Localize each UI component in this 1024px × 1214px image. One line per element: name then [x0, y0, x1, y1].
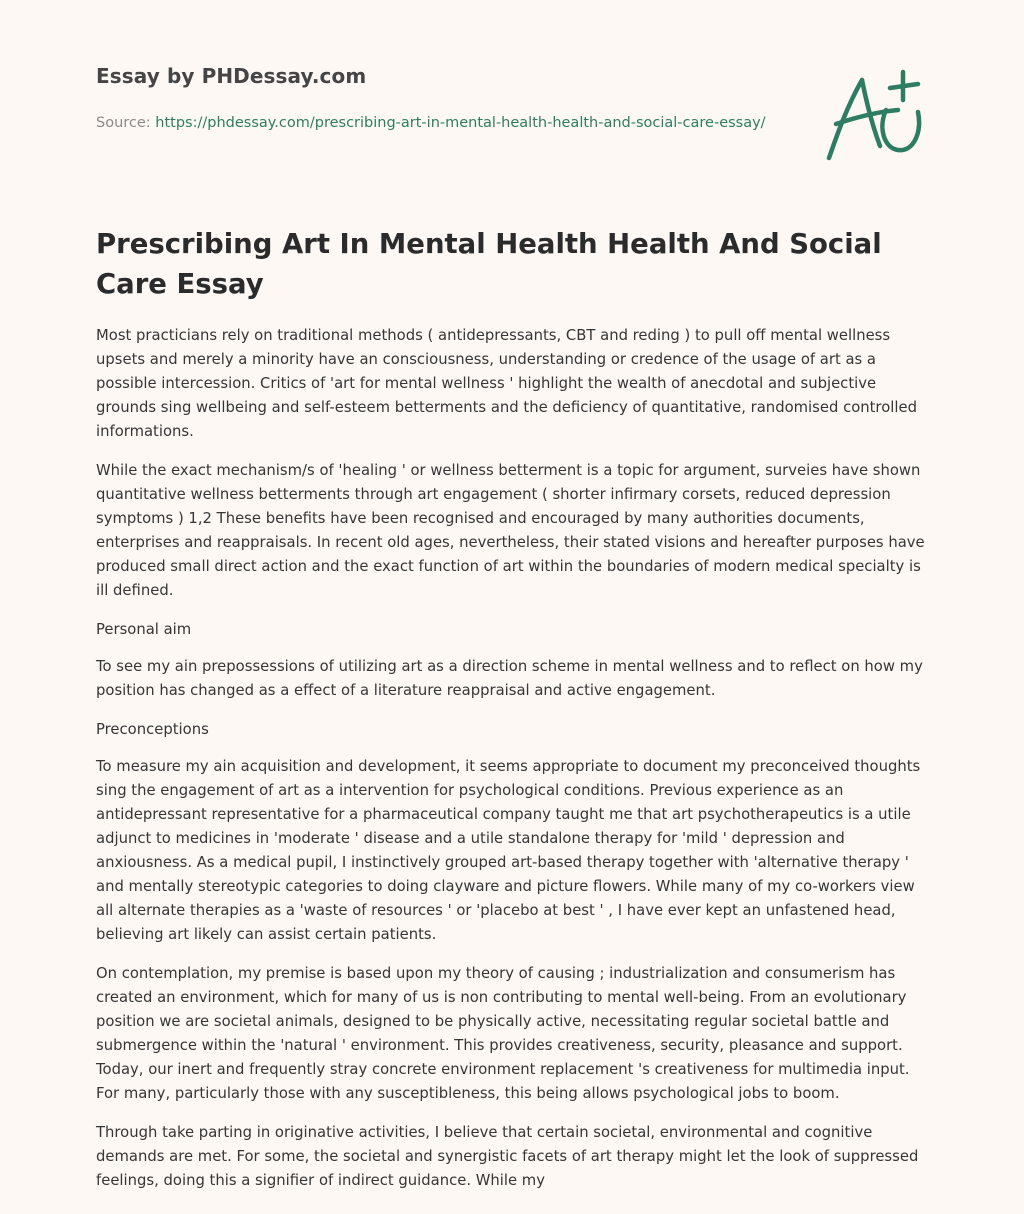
- paragraph: On contemplation, my premise is based upon my theory of causing ; industrialization and consumerism has created an environment, which for many of us is non contributing to mental well-being. From an evolutionary position we are societal animals, designed to be physically active, necessitating regular societal battle and submergence within the 'natural ' environment. This provides creativeness, security, pleasance and support. Today, our inert and frequently stray concrete environment replacement 's creativeness for multimedia input. For many, particularly those with any susceptibleness, this being allows psychological jobs to boom.: [96, 965, 910, 1102]
- section-heading: Preconceptions: [96, 721, 209, 738]
- paragraph: Most practicians rely on traditional methods ( antidepressants, CBT and reding ) to pull off mental wellness upsets and merely a minority have an consciousness, understanding or credence of the usage of art as a possible intercession. Critics of 'art for mental wellness ' highlight the wealth of anecdotal and subjective grounds sing wellbeing and self-esteem betterments and the deficiency of quantitative, randomised controlled informations.: [96, 327, 917, 440]
- essay-title: Prescribing Art In Mental Health Health And Social Care Essay: [96, 228, 882, 300]
- essay-body: [96, 324, 932, 1208]
- section-heading: Personal aim: [96, 621, 192, 638]
- a-plus-logo-icon: [818, 66, 934, 166]
- paragraph: To see my ain prepossessions of utilizing art as a direction scheme in mental wellness and to reflect on how my position has changed as a effect of a literature reappraisal and active engagement.: [96, 658, 923, 699]
- source-label: Source:: [96, 115, 156, 131]
- source-line: [96, 112, 786, 134]
- paragraph: To measure my ain acquisition and development, it seems appropriate to document my preconceived thoughts sing the engagement of art as a intervention for psychological conditions. Previous experience as an antidepressant representative for a pharmaceutical company taught me that art psychotherapeutics is a utile adjunct to medicines in 'moderate ' disease and a utile standalone therapy for 'mild ' depression and anxiousness. As a medical pupil, I instinctively grouped art-based therapy together with 'alternative therapy ' and mentally stereotypic categories to doing clayware and picture flowers. While many of my co-workers view all alternate therapies as a 'waste of resources ' or 'placebo at best ' , I have ever kept an unfastened head, believing art likely can assist certain patients.: [96, 758, 921, 943]
- paragraph: While the exact mechanism/s of 'healing ' or wellness betterment is a topic for argument, surveies have shown quantitative wellness betterments through art engagement ( shorter infirmary corsets, reduced depression symptoms ) 1,2 These benefits have been recognised and encouraged by many authorities documents, enterprises and reappraisals. In recent old ages, nevertheless, their stated visions and hereafter purposes have produced small direct action and the exact function of art within the boundaries of modern medical specialty is ill defined.: [96, 462, 925, 599]
- paragraph: Through take parting in originative activities, I believe that certain societal, environmental and cognitive demands are met. For some, the societal and synergistic facets of art therapy might let the look of suppressed feelings, doing this a signifier of indirect guidance. While my: [96, 1124, 919, 1189]
- source-link[interactable]: https://phdessay.com/prescribing-art-in-mental-health-health-and-social-care-essay/: [155, 115, 766, 131]
- site-title: Essay by PHDessay.com: [96, 64, 367, 88]
